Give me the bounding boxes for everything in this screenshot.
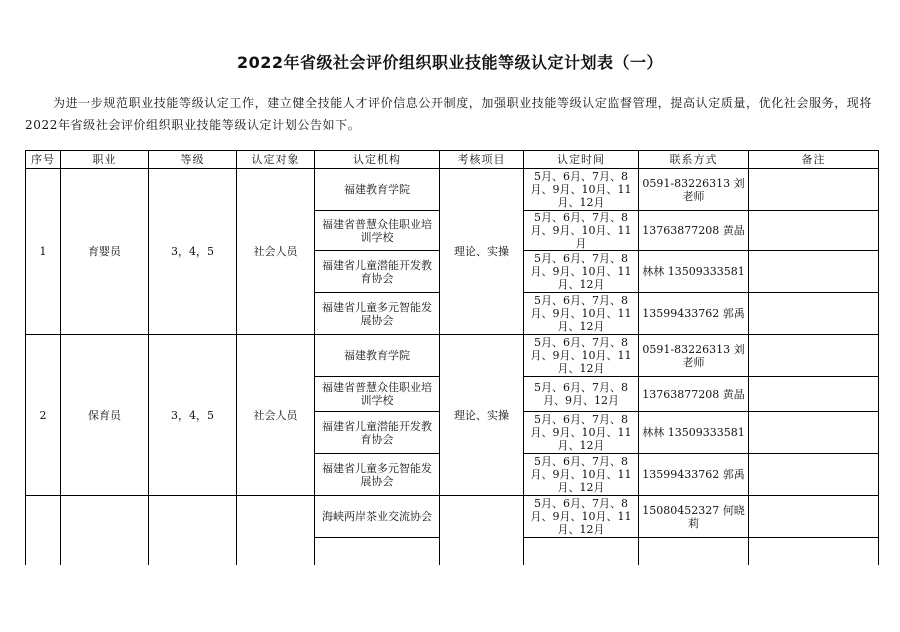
cell-no: 2	[26, 335, 61, 496]
cell-note	[749, 377, 879, 412]
cell-contact: 13599433762 郭禹	[639, 293, 749, 335]
cell-time: 5月、6月、7月、8月、9月、10月、11月、12月	[524, 335, 639, 377]
cell-time: 5月、6月、7月、8月、9月、10月、11月	[524, 211, 639, 251]
header-contact: 联系方式	[639, 151, 749, 169]
cell-org: 福建省儿童潜能开发教育协会	[315, 251, 440, 293]
cell-time: 5月、6月、7月、8月、9月、12月	[524, 377, 639, 412]
cell-job: 保育员	[61, 335, 149, 496]
cell-note	[749, 454, 879, 496]
header-no: 序号	[26, 151, 61, 169]
cell-contact: 15080452327 何晓莉	[639, 496, 749, 538]
header-job: 职业	[61, 151, 149, 169]
cell-note	[749, 335, 879, 377]
cell-note	[749, 251, 879, 293]
cell-note	[749, 211, 879, 251]
cell-org: 福建省儿童多元智能发展协会	[315, 293, 440, 335]
header-target: 认定对象	[237, 151, 315, 169]
table-row	[26, 496, 879, 538]
cell-level: 3，4，5	[149, 169, 237, 335]
cell-job: 育婴员	[61, 169, 149, 335]
cell-level	[149, 496, 237, 566]
cell-org: 福建省普慧众佳职业培训学校	[315, 377, 440, 412]
cell-org: 福建省儿童多元智能发展协会	[315, 454, 440, 496]
cell-contact: 林林 13509333581	[639, 251, 749, 293]
cell-time: 5月、6月、7月、8月、9月、10月、11月、12月	[524, 169, 639, 211]
header-time: 认定时间	[524, 151, 639, 169]
cell-time: 5月、6月、7月、8月、9月、10月、11月、12月	[524, 454, 639, 496]
cell-contact: 13599433762 郭禹	[639, 454, 749, 496]
header-level: 等级	[149, 151, 237, 169]
document-title: 2022年省级社会评价组织职业技能等级认定计划表（一）	[236, 53, 664, 72]
cell-target: 社会人员	[237, 335, 315, 496]
table-row	[26, 335, 879, 377]
table-header-row	[26, 151, 879, 169]
cell-note	[749, 293, 879, 335]
header-test-items: 考核项目	[440, 151, 524, 169]
cell-contact: 13763877208 黄晶	[639, 211, 749, 251]
cell-note	[749, 169, 879, 211]
cell-contact: 13763877208 黄晶	[639, 377, 749, 412]
header-note: 备注	[749, 151, 879, 169]
cell-org: 福建省普慧众佳职业培训学校	[315, 211, 440, 251]
cell-note	[749, 538, 879, 566]
cell-contact: 0591-83226313 刘老师	[639, 169, 749, 211]
cell-test-items: 理论、实操	[440, 335, 524, 496]
cell-contact	[639, 538, 749, 566]
table-row	[26, 169, 879, 211]
cell-test-items: 理论、实操	[440, 169, 524, 335]
cell-level: 3，4，5	[149, 335, 237, 496]
cell-target: 社会人员	[237, 169, 315, 335]
plan-table	[25, 150, 879, 565]
cell-no	[26, 496, 61, 566]
cell-org: 福建省儿童潜能开发教育协会	[315, 412, 440, 454]
cell-time	[524, 538, 639, 566]
header-org: 认定机构	[315, 151, 440, 169]
cell-contact: 0591-83226313 刘老师	[639, 335, 749, 377]
cell-time: 5月、6月、7月、8月、9月、10月、11月、12月	[524, 496, 639, 538]
cell-org: 海峡两岸茶业交流协会	[315, 496, 440, 538]
cell-time: 5月、6月、7月、8月、9月、10月、11月、12月	[524, 251, 639, 293]
cell-no: 1	[26, 169, 61, 335]
intro-text: 为进一步规范职业技能等级认定工作，建立健全技能人才评价信息公开制度，加强职业技能等级认定监督管理，提高认定质量，优化社会服务，现将2022年省级社会评价组织职业技能等级认定计划公告如下。	[25, 96, 873, 132]
cell-note	[749, 496, 879, 538]
cell-job	[61, 496, 149, 566]
cell-time: 5月、6月、7月、8月、9月、10月、11月、12月	[524, 412, 639, 454]
cell-org: 福建教育学院	[315, 335, 440, 377]
cell-target	[237, 496, 315, 566]
cell-org	[315, 538, 440, 566]
cell-test-items	[440, 496, 524, 566]
cell-contact: 林林 13509333581	[639, 412, 749, 454]
cell-note	[749, 412, 879, 454]
cell-time: 5月、6月、7月、8月、9月、10月、11月、12月	[524, 293, 639, 335]
cell-org: 福建教育学院	[315, 169, 440, 211]
